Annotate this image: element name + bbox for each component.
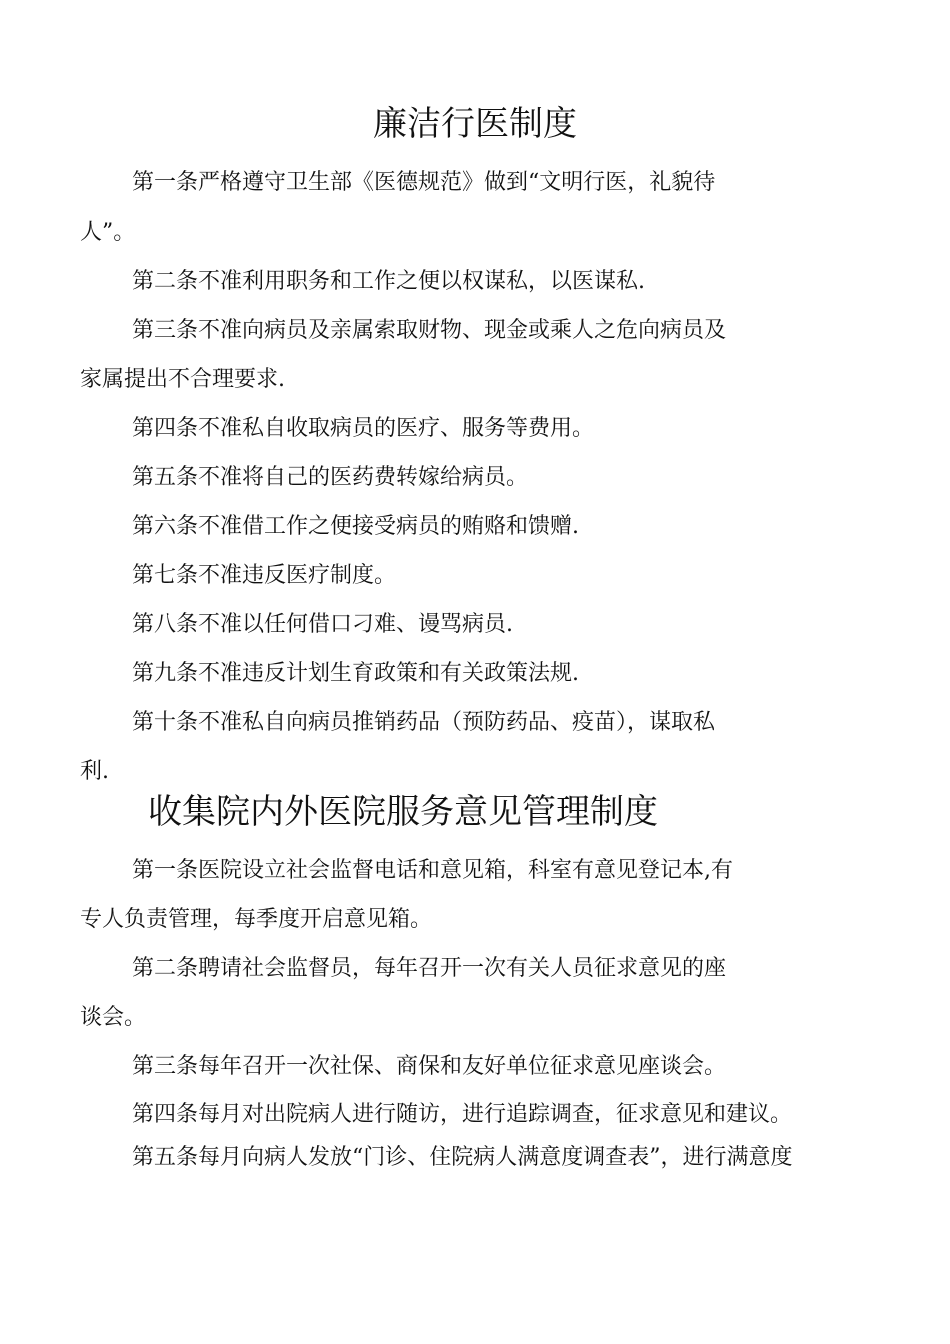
feedback-article-1-line-2: 专人负责管理，每季度开启意见箱。: [80, 907, 433, 932]
article-3-line-1: 第三条不准向病员及亲属索取财物、现金或乘人之危向病员及: [132, 318, 727, 343]
article-5-line-1: 第五条不准将自己的医药费转嫁给病员。: [132, 465, 529, 490]
feedback-article-4-line-1: 第四条每月对出院病人进行随访，进行追踪调查，征求意见和建议。: [132, 1102, 793, 1127]
article-3-line-2: 家属提出不合理要求.: [80, 367, 285, 392]
article-8-line-1: 第八条不准以任何借口刁难、谩骂病员.: [132, 612, 513, 637]
article-4-line-1: 第四条不准私自收取病员的医疗、服务等费用。: [132, 416, 595, 441]
article-7-line-1: 第七条不准违反医疗制度。: [132, 563, 397, 588]
section-title-feedback: 收集院内外医院服务意见管理制度: [148, 792, 658, 832]
article-10-line-2: 利.: [80, 759, 109, 784]
article-1-line-1: 第一条严格遵守卫生部《医德规范》做到“文明行医，礼貌待: [132, 170, 716, 195]
article-1-line-2: 人”。: [80, 220, 136, 245]
feedback-article-5-line-1: 第五条每月向病人发放“门诊、住院病人满意度调查表”，进行满意度: [132, 1145, 793, 1170]
article-10-line-1: 第十条不准私自向病员推销药品（预防药品、疫苗），谋取私: [132, 710, 716, 735]
feedback-article-3-line-1: 第三条每年召开一次社保、商保和友好单位征求意见座谈会。: [132, 1054, 727, 1079]
article-2-line-1: 第二条不准利用职务和工作之便以权谋私，以医谋私.: [132, 269, 645, 294]
feedback-article-1-line-1: 第一条医院设立社会监督电话和意见箱，科室有意见登记本,有: [132, 858, 733, 883]
section-title-integrity: 廉洁行医制度: [373, 104, 577, 144]
article-9-line-1: 第九条不准违反计划生育政策和有关政策法规.: [132, 661, 579, 686]
feedback-article-2-line-1: 第二条聘请社会监督员，每年召开一次有关人员征求意见的座: [132, 956, 727, 981]
article-6-line-1: 第六条不准借工作之便接受病员的贿赂和馈赠.: [132, 514, 579, 539]
feedback-article-2-line-2: 谈会。: [80, 1005, 147, 1030]
